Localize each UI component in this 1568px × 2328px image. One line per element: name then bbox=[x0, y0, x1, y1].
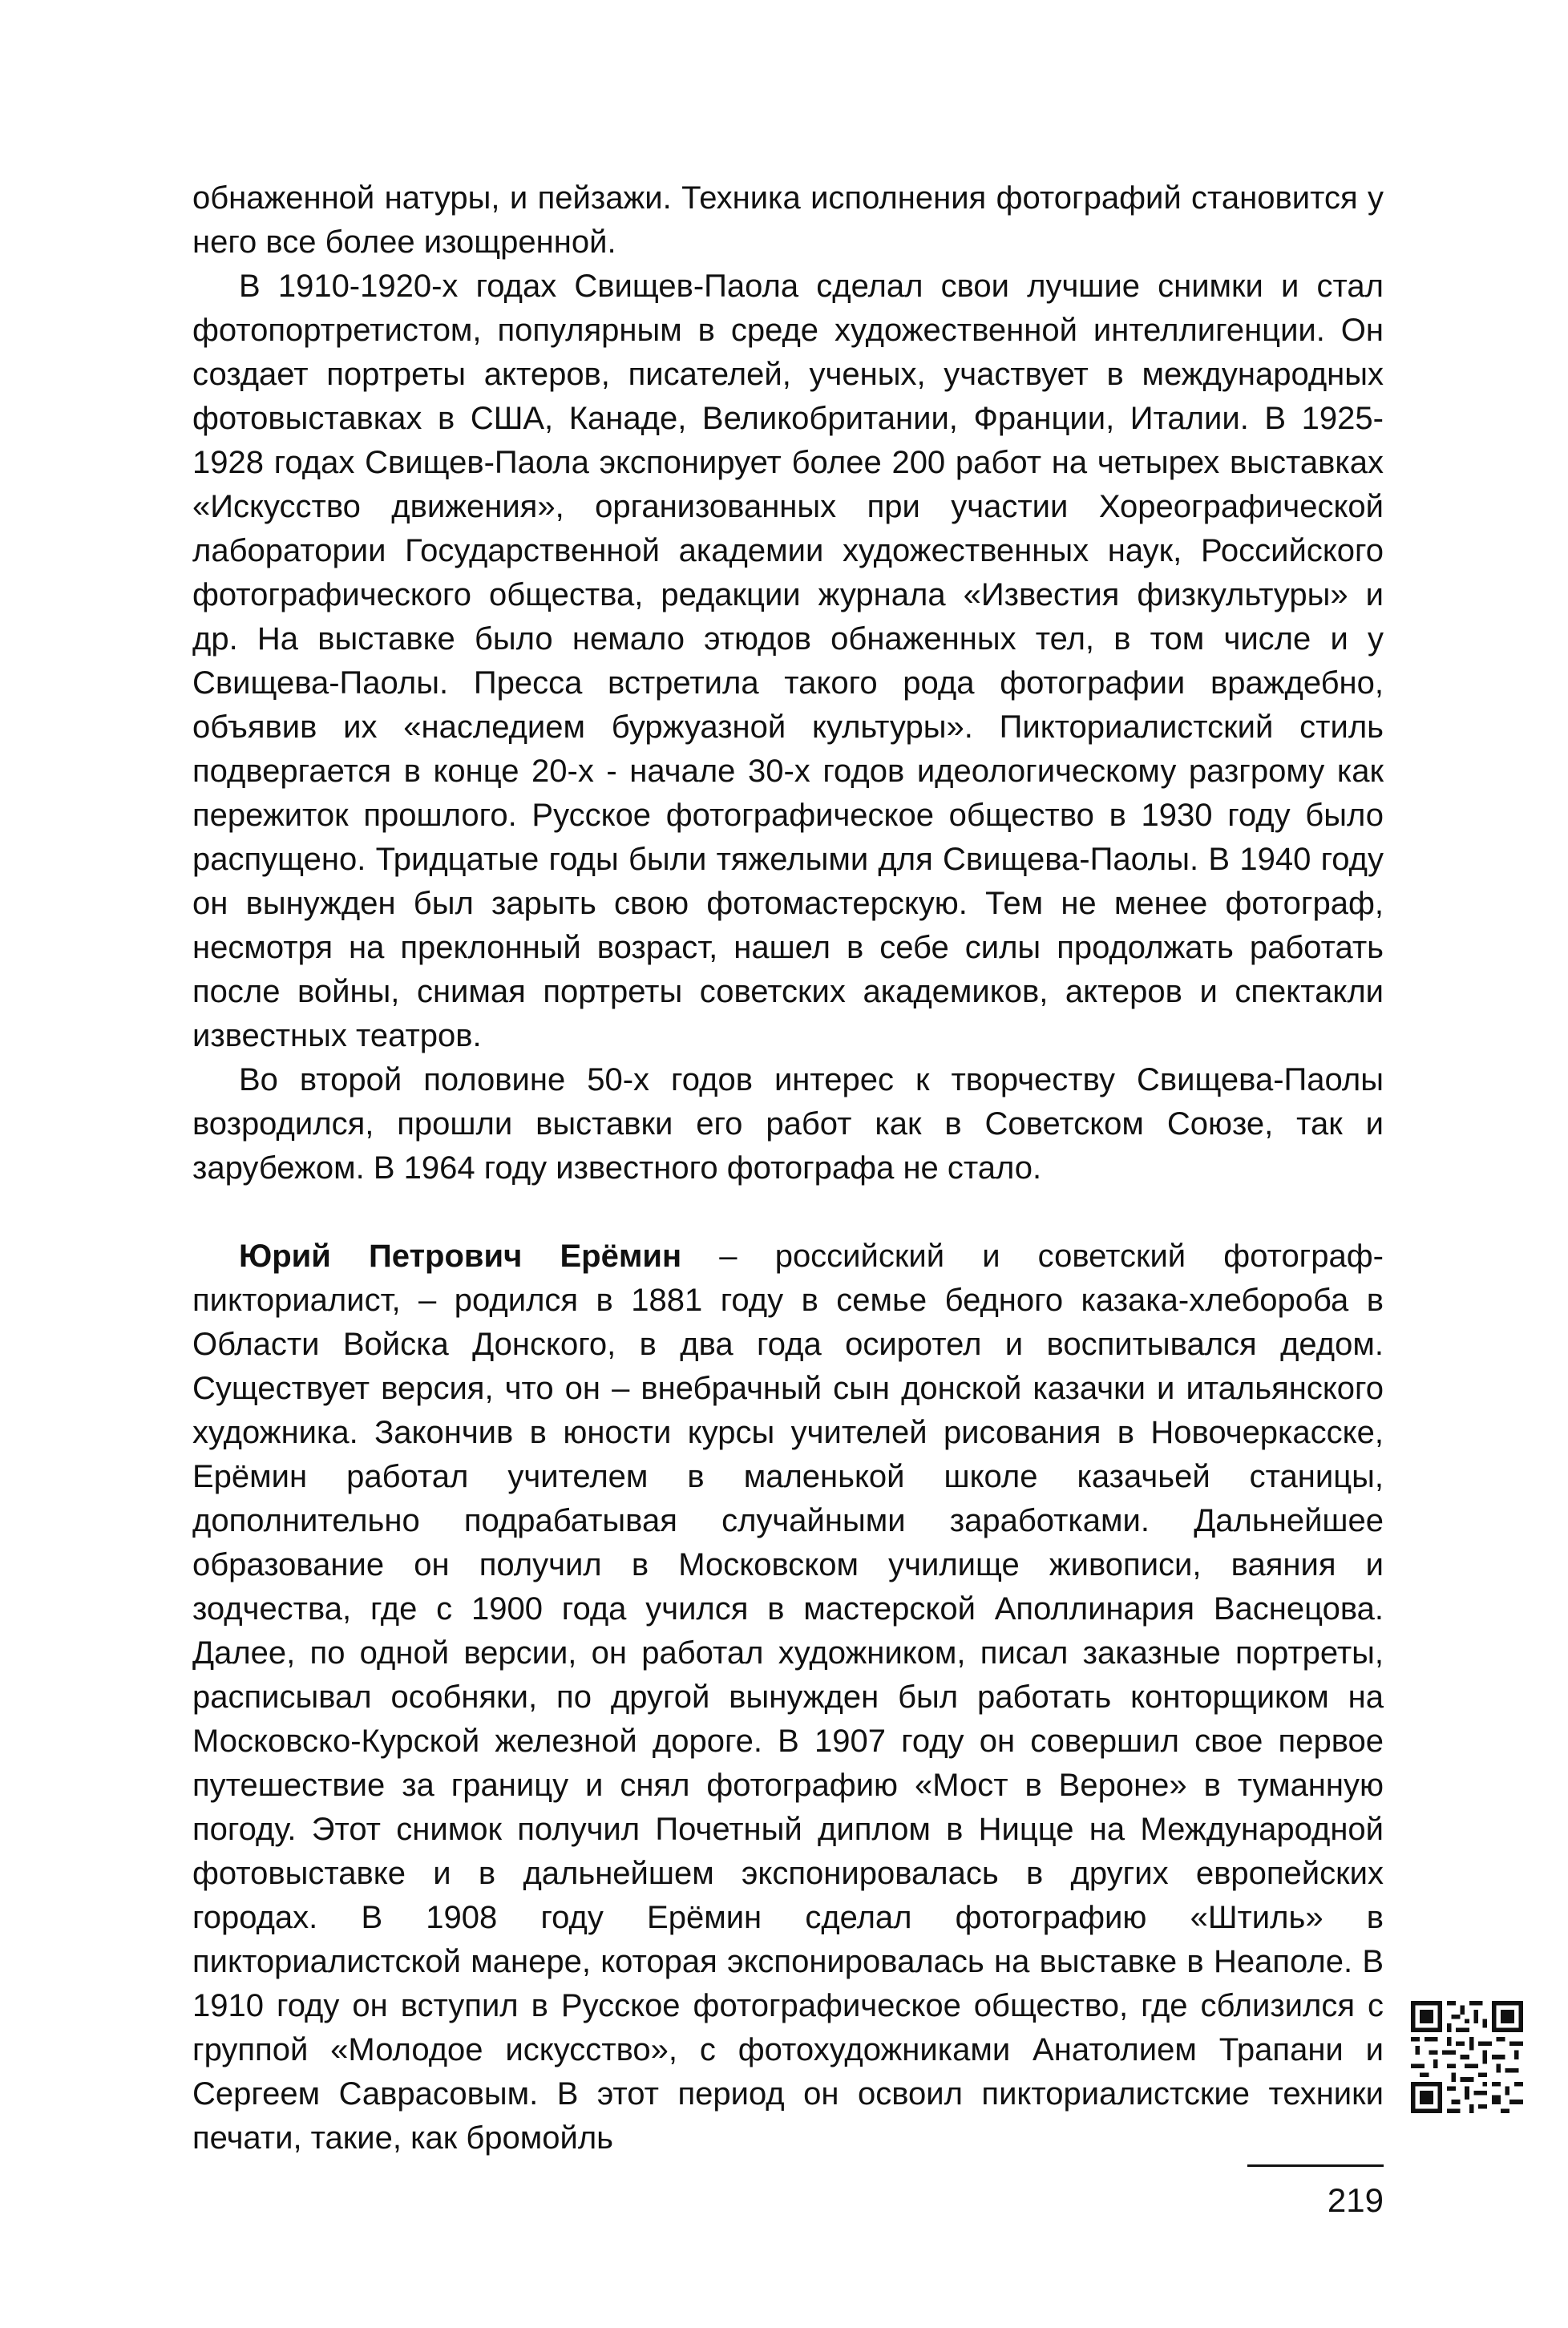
section-gap bbox=[192, 1190, 1384, 1235]
eremin-biography-text: – российский и советский фотограф-пикториалист, – родился в 1881 году в семье бедного казака-хлебороба в Области Войска Донского, в два года осиротел и воспитывался дедом. Существует версия, что он – внебрачный сын донской казачки и итальянского художника. Закончив в юности курсы учителей рисования в Новочеркасске, Ерёмин работал учителем в маленькой школе казачьей станицы, дополнительно подрабатывая случайными заработками. Дальнейшее образование он получил в Московском училище живописи, ваяния и зодчества, где с 1900 года учился в мастерской Аполлинария Васнецова. Далее, по одной версии, он работал художником, писал заказные портреты, расписывал особняки, по другой вынужден был работать конторщиком на Московско-Курской железной дороге. В 1907 году он совершил свое первое путешествие за границу и снял фотографию «Мост в Вероне» в туманную погоду. Этот снимок получил Почетный диплом в Ницце на Международной фотовыставке и в дальнейшем экспонировалась в других европейских городах. В 1908 году Ерёмин сделал фотографию «Штиль» в пикториалистской манере, которая экспонировалась на выставке в Неаполе. В 1910 году он вступил в Русское фотографическое общество, где сблизился с группой «Молодое искусство», с фотохудожниками Анатолием Трапани и Сергеем Саврасовым. В этот период он освоил пикториалистские техники печати, такие, как бромойль bbox=[192, 1239, 1384, 2156]
page-number: 219 bbox=[1327, 2181, 1384, 2219]
paragraph-continuation: обнаженной натуры, и пейзажи. Техника исполнения фотографий становится у него все более изощренной. bbox=[192, 180, 1384, 260]
qr-code-icon[interactable] bbox=[1411, 2001, 1523, 2113]
page-body bbox=[192, 176, 1384, 2160]
paragraph-eremin-biography bbox=[192, 1235, 1384, 2160]
person-name-eremin: Юрий Петрович Ерёмин bbox=[239, 1239, 682, 1274]
paragraph-svishchev-career: В 1910-1920-х годах Свищев-Паола сделал свои лучшие снимки и стал фотопортретистом, популярным в среде художественной интеллигенции. Он создает портреты актеров, писателей, ученых, участвует в международных фотовыставках в США, Канаде, Великобритании, Франции, Италии. В 1925-1928 годах Свищев-Паола экспонирует более 200 работ на четырех выставках «Искусство движения», организованных при участии Хореографической лаборатории Государственной академии художественных наук, Российского фотографического общества, редакции журнала «Известия физкультуры» и др. На выставке было немало этюдов обнаженных тел, в том числе и у Свищева-Паолы. Пресса встретила такого рода фотографии враждебно, объявив их «наследием буржуазной культуры». Пикториалистский стиль подвергается в конце 20-х - начале 30-х годов идеологическому разгрому как пережиток прошлого. Русское фотографическое общество в 1930 году было распущено. Тридцатые годы были тяжелыми для Свищева-Паолы. В 1940 году он вынужден был зарыть свою фотомастерскую. Тем не менее фотограф, несмотря на преклонный возраст, нашел в себе силы продолжать работать после войны, снимая портреты советских академиков, актеров и спектакли известных театров. bbox=[192, 269, 1384, 1053]
paragraph-svishchev-legacy: Во второй половине 50-х годов интерес к творчеству Свищева-Паолы возродился, прошли выставки его работ как в Советском Союзе, так и зарубежом. В 1964 году известного фотографа не стало. bbox=[192, 1062, 1384, 1186]
footer-divider bbox=[1247, 2164, 1384, 2167]
